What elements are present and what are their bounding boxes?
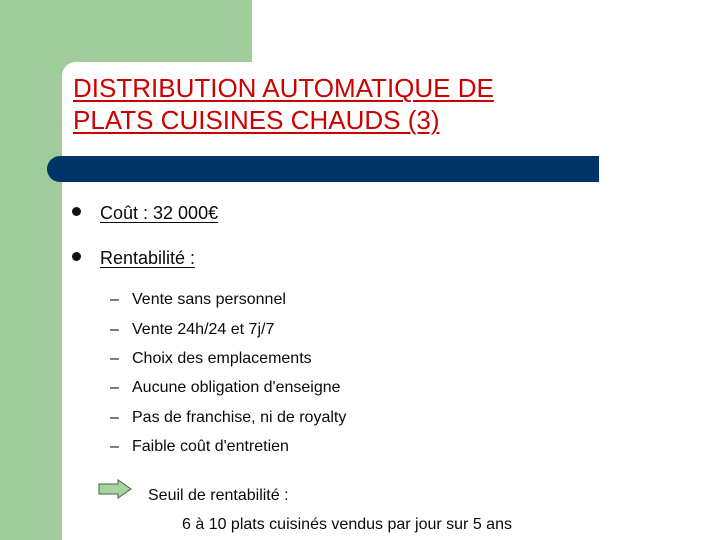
dash-icon: – [110,409,119,426]
seuil-label: Seuil de rentabilité : [148,487,289,504]
sub-bullet-item: Pas de franchise, ni de royalty [132,409,347,426]
sub-bullet-item: Aucune obligation d'enseigne [132,379,341,396]
slide-title-line-2: PLATS CUISINES CHAUDS (3) [73,105,440,135]
dash-icon: – [110,438,119,455]
right-arrow-icon [98,479,132,499]
seuil-value: 6 à 10 plats cuisinés vendus par jour sur 5 ans [182,516,512,533]
sub-bullet-item: Vente 24h/24 et 7j/7 [132,321,275,338]
dash-icon: – [110,379,119,396]
slide-title [73,72,633,136]
bullet-cost: Coût : 32 000€ [100,203,219,223]
sub-bullet-item: Choix des emplacements [132,350,312,367]
dash-icon: – [110,321,119,338]
bullet-rentabilite: Rentabilité : [100,248,196,268]
dash-icon: – [110,291,119,308]
bullet-icon [72,252,81,261]
sub-bullet-item: Faible coût d'entretien [132,438,289,455]
dash-icon: – [110,350,119,367]
sub-bullet-item: Vente sans personnel [132,291,286,308]
bullet-icon [72,207,81,216]
slide-title-line-1: DISTRIBUTION AUTOMATIQUE DE [73,73,494,103]
title-divider-bar [47,156,599,182]
